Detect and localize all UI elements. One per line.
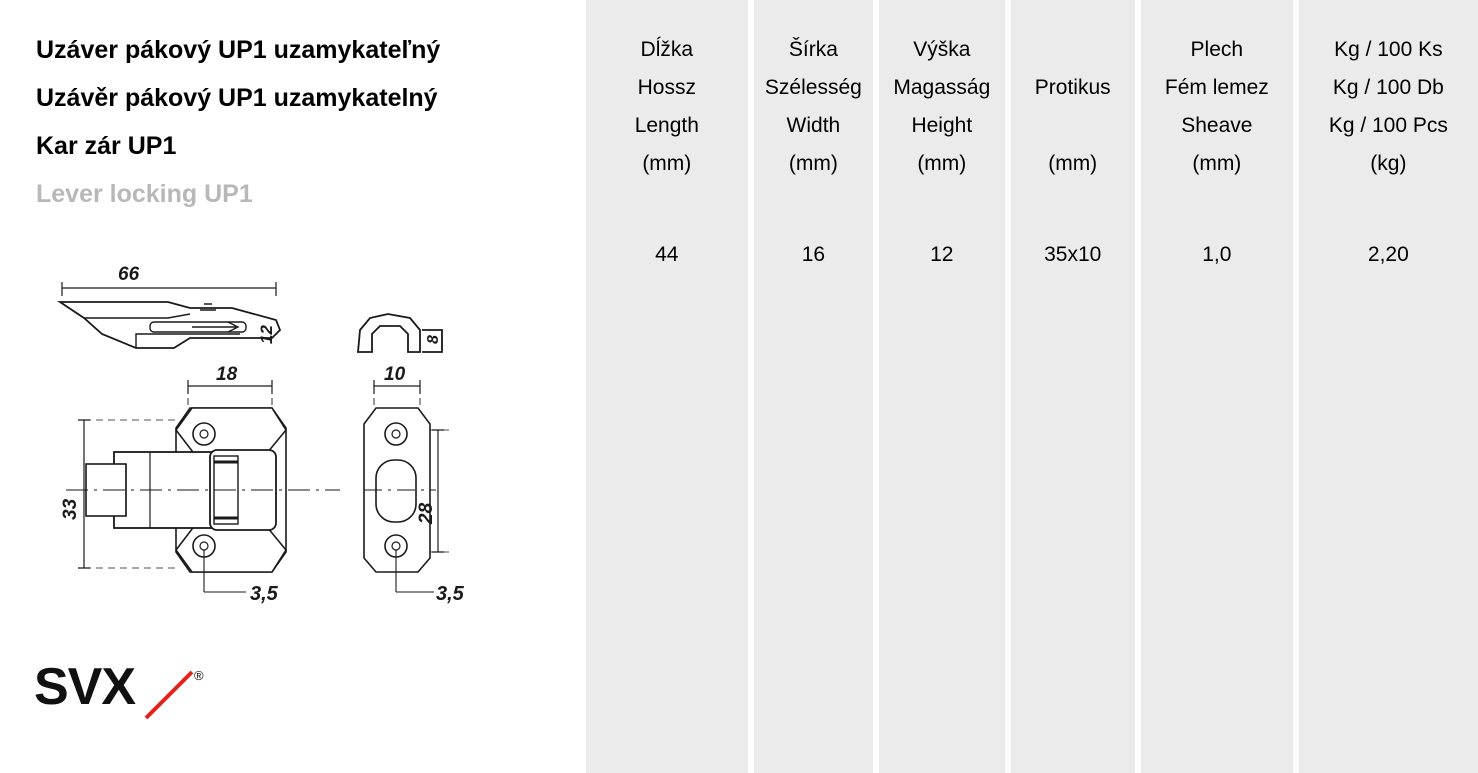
svg-text:18: 18 [216,364,238,385]
spec-column-weight [1299,0,1478,773]
svg-text:8: 8 [425,335,442,344]
svg-text:SVX: SVX [34,660,136,716]
header-line: Hossz [637,75,696,99]
svg-text:66: 66 [118,264,140,285]
technical-drawing [40,252,510,642]
spec-column-length [586,0,748,773]
spec-column-sheave [1141,0,1293,773]
column-header-height [879,0,1004,213]
spec-value-width: 16 [754,213,874,773]
header-line: (mm) [642,151,692,175]
header-line: Šírka [788,37,838,61]
spec-value-length: 44 [586,213,748,773]
header-line: Protikus [1034,75,1111,99]
svg-text:3,5: 3,5 [436,583,464,605]
header-line: Magasság [893,75,991,99]
header-line: Fém lemez [1164,75,1269,99]
header-line: (mm) [917,151,967,175]
spec-column-width [754,0,874,773]
header-line: Plech [1190,37,1244,61]
header-line: Výška [913,37,971,61]
drawing-plan-view-catch [364,364,465,605]
registered-trademark-icon: ® [194,668,204,683]
spec-value-counterpart: 35x10 [1011,213,1135,773]
svg-text:28: 28 [416,502,437,524]
header-line: Kg / 100 Db [1332,75,1444,99]
product-title-en: Lever locking UP1 [36,180,253,208]
svg-text:3,5: 3,5 [250,583,278,605]
svg-text:10: 10 [384,364,406,385]
spec-value-sheave: 1,0 [1141,213,1293,773]
column-header-length [586,0,748,213]
brand-logo [34,660,234,730]
header-line: Height [911,113,973,137]
svg-text:33: 33 [60,498,81,520]
spec-table [586,0,1478,773]
header-line: Sheave [1181,113,1253,137]
spec-value-weight: 2,20 [1299,213,1478,773]
header-line: (mm) [1048,151,1098,175]
column-header-counterpart [1011,0,1135,213]
header-line: (kg) [1370,151,1407,175]
column-header-weight [1299,0,1478,213]
drawing-side-view-lever [60,264,280,348]
left-panel [0,0,586,773]
drawing-side-view-catch [358,314,442,352]
header-line: Width [786,113,841,137]
header-line: Length [634,113,699,137]
header-line: (mm) [788,151,838,175]
drawing-plan-view-body [60,364,340,605]
svg-text:12: 12 [257,325,276,344]
product-title-hu: Kar zár UP1 [36,132,177,160]
spec-column-height [879,0,1004,773]
header-line: Dĺžka [640,37,694,61]
column-header-sheave [1141,0,1293,213]
header-line: (mm) [1192,151,1242,175]
header-line: Kg / 100 Ks [1334,37,1443,61]
column-header-width [754,0,874,213]
spec-value-height: 12 [879,213,1004,773]
product-title-cs: Uzávěr pákový UP1 uzamykatelný [36,84,438,112]
page-title: Uzáver pákový UP1 uzamykateľný [36,36,441,64]
spec-column-counterpart [1011,0,1135,773]
product-title-block [36,26,576,218]
header-line: Kg / 100 Pcs [1328,113,1448,137]
header-line: Szélesség [764,75,862,99]
